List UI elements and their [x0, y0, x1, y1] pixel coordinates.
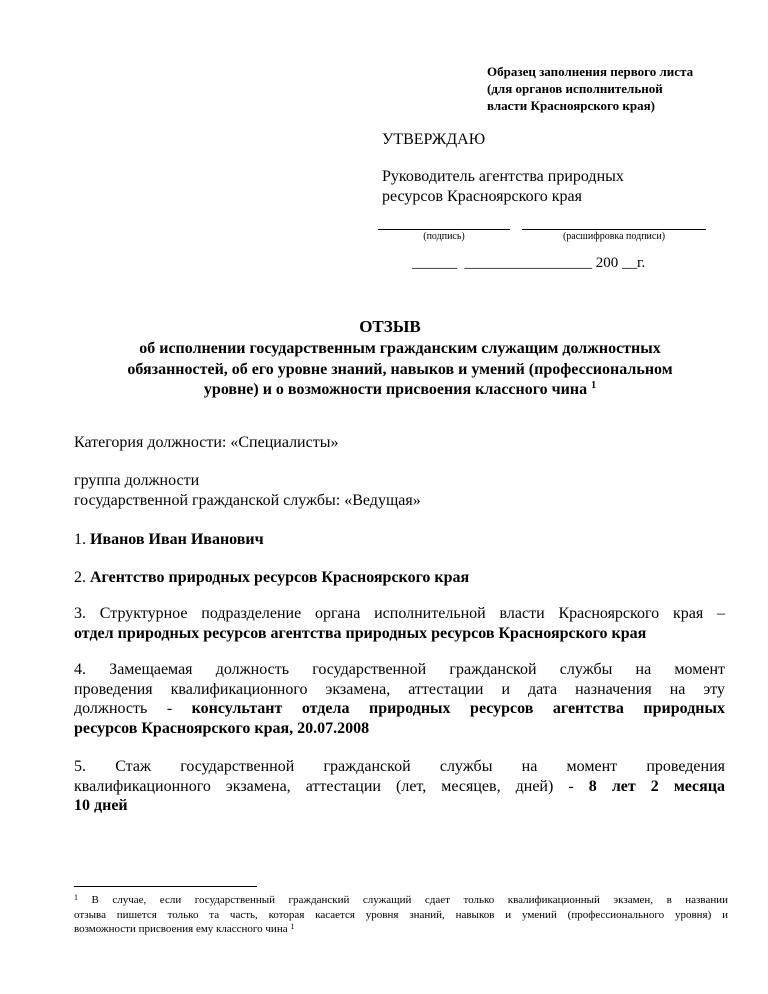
item-number: 1.	[74, 531, 86, 548]
subtitle-line-text: уровне) и о возможности присвоения классного чина	[203, 381, 588, 398]
document-subtitle	[60, 339, 740, 401]
footnote-text: В случае, если государственный гражданский служащий сдает только квалификационный экзамен, в названии	[91, 894, 728, 906]
position-category: Категория должности: «Специалисты»	[74, 434, 339, 451]
footnote-mark: 1	[74, 893, 78, 902]
footnote-line	[74, 893, 728, 908]
department-value-line	[74, 624, 725, 644]
department-label: 3. Структурное подразделение органа исполнительной власти Красноярского края –	[74, 605, 725, 622]
item-service-length	[74, 757, 725, 816]
footnote-end-mark: 1	[290, 922, 295, 931]
position-group	[74, 471, 725, 510]
signature-decoding-caption: (расшифровка подписи)	[562, 231, 666, 242]
footnote-reference: 1	[591, 380, 597, 391]
approver-line: Руководитель агентства природных	[382, 168, 624, 185]
service-length-value-line	[74, 777, 725, 797]
item-position	[74, 660, 725, 738]
agency-name: Агентство природных ресурсов Красноярского края	[90, 569, 470, 586]
footnote	[74, 893, 728, 937]
signature-line	[378, 229, 510, 230]
subtitle-line: обязанностей, об его уровне знаний, навыков и умений (профессиональном	[127, 360, 673, 378]
service-length-label: квалификационного экзамена, аттестации (лет, месяцев, дней) -	[74, 777, 574, 795]
document-title: ОТЗЫВ	[359, 317, 421, 336]
position-value-line	[74, 699, 725, 719]
footnote-line: отзыва пишется только та часть, которая касается уровня знаний, навыков и умений (профессионального уровня) и	[74, 908, 728, 921]
subtitle-line	[60, 380, 740, 401]
footnote-text: возможности присвоения ему классного чина	[74, 923, 288, 935]
approve-heading: УТВЕРЖДАЮ	[382, 131, 486, 148]
item-agency	[74, 568, 725, 588]
service-length-value-line	[74, 796, 725, 816]
position-value-line	[74, 719, 725, 739]
service-length-label-line: 5. Стаж государственной гражданской службы на момент проведения	[74, 758, 725, 775]
signature-decoding-line	[522, 229, 706, 230]
employee-name: Иванов Иван Иванович	[90, 531, 264, 548]
item-full-name	[74, 530, 725, 550]
sample-note-line: (для органов исполнительной	[487, 81, 663, 96]
sample-note	[487, 63, 747, 114]
sample-note-line: Образец заполнения первого листа	[487, 64, 694, 79]
sample-note-line: власти Красноярского края)	[487, 98, 655, 113]
approver-line: ресурсов Красноярского края	[382, 188, 582, 205]
item-number: 2.	[74, 569, 86, 586]
position-group-line: группа должности	[74, 472, 200, 489]
position-value: консультант отдела природных ресурсов агентства природных	[191, 700, 725, 717]
footnote-separator	[74, 886, 257, 887]
position-label: должность -	[74, 700, 173, 717]
service-length-value: 8 лет 2 месяца	[588, 777, 726, 795]
footnote-line	[74, 922, 728, 937]
approver-title	[382, 167, 624, 207]
department-value: отдел природных ресурсов агентства природных ресурсов Красноярского края	[74, 624, 647, 642]
position-value-end: ресурсов Красноярского края, 20.07.2008	[74, 719, 370, 737]
position-group-line: государственной гражданской службы: «Ведущая»	[74, 491, 421, 509]
subtitle-line: об исполнении государственным гражданским служащим должностных	[139, 340, 661, 357]
item-department	[74, 604, 725, 643]
service-length-value-end: 10 дней	[74, 797, 128, 814]
approval-date-line: ______ _________________ 200 __г.	[412, 255, 646, 271]
position-label-line: 4. Замещаемая должность государственной гражданской службы на момент	[74, 661, 725, 678]
position-label-line: проведения квалификационного экзамена, аттестации и дата назначения на эту	[74, 680, 725, 698]
signature-caption: (подпись)	[423, 231, 465, 242]
